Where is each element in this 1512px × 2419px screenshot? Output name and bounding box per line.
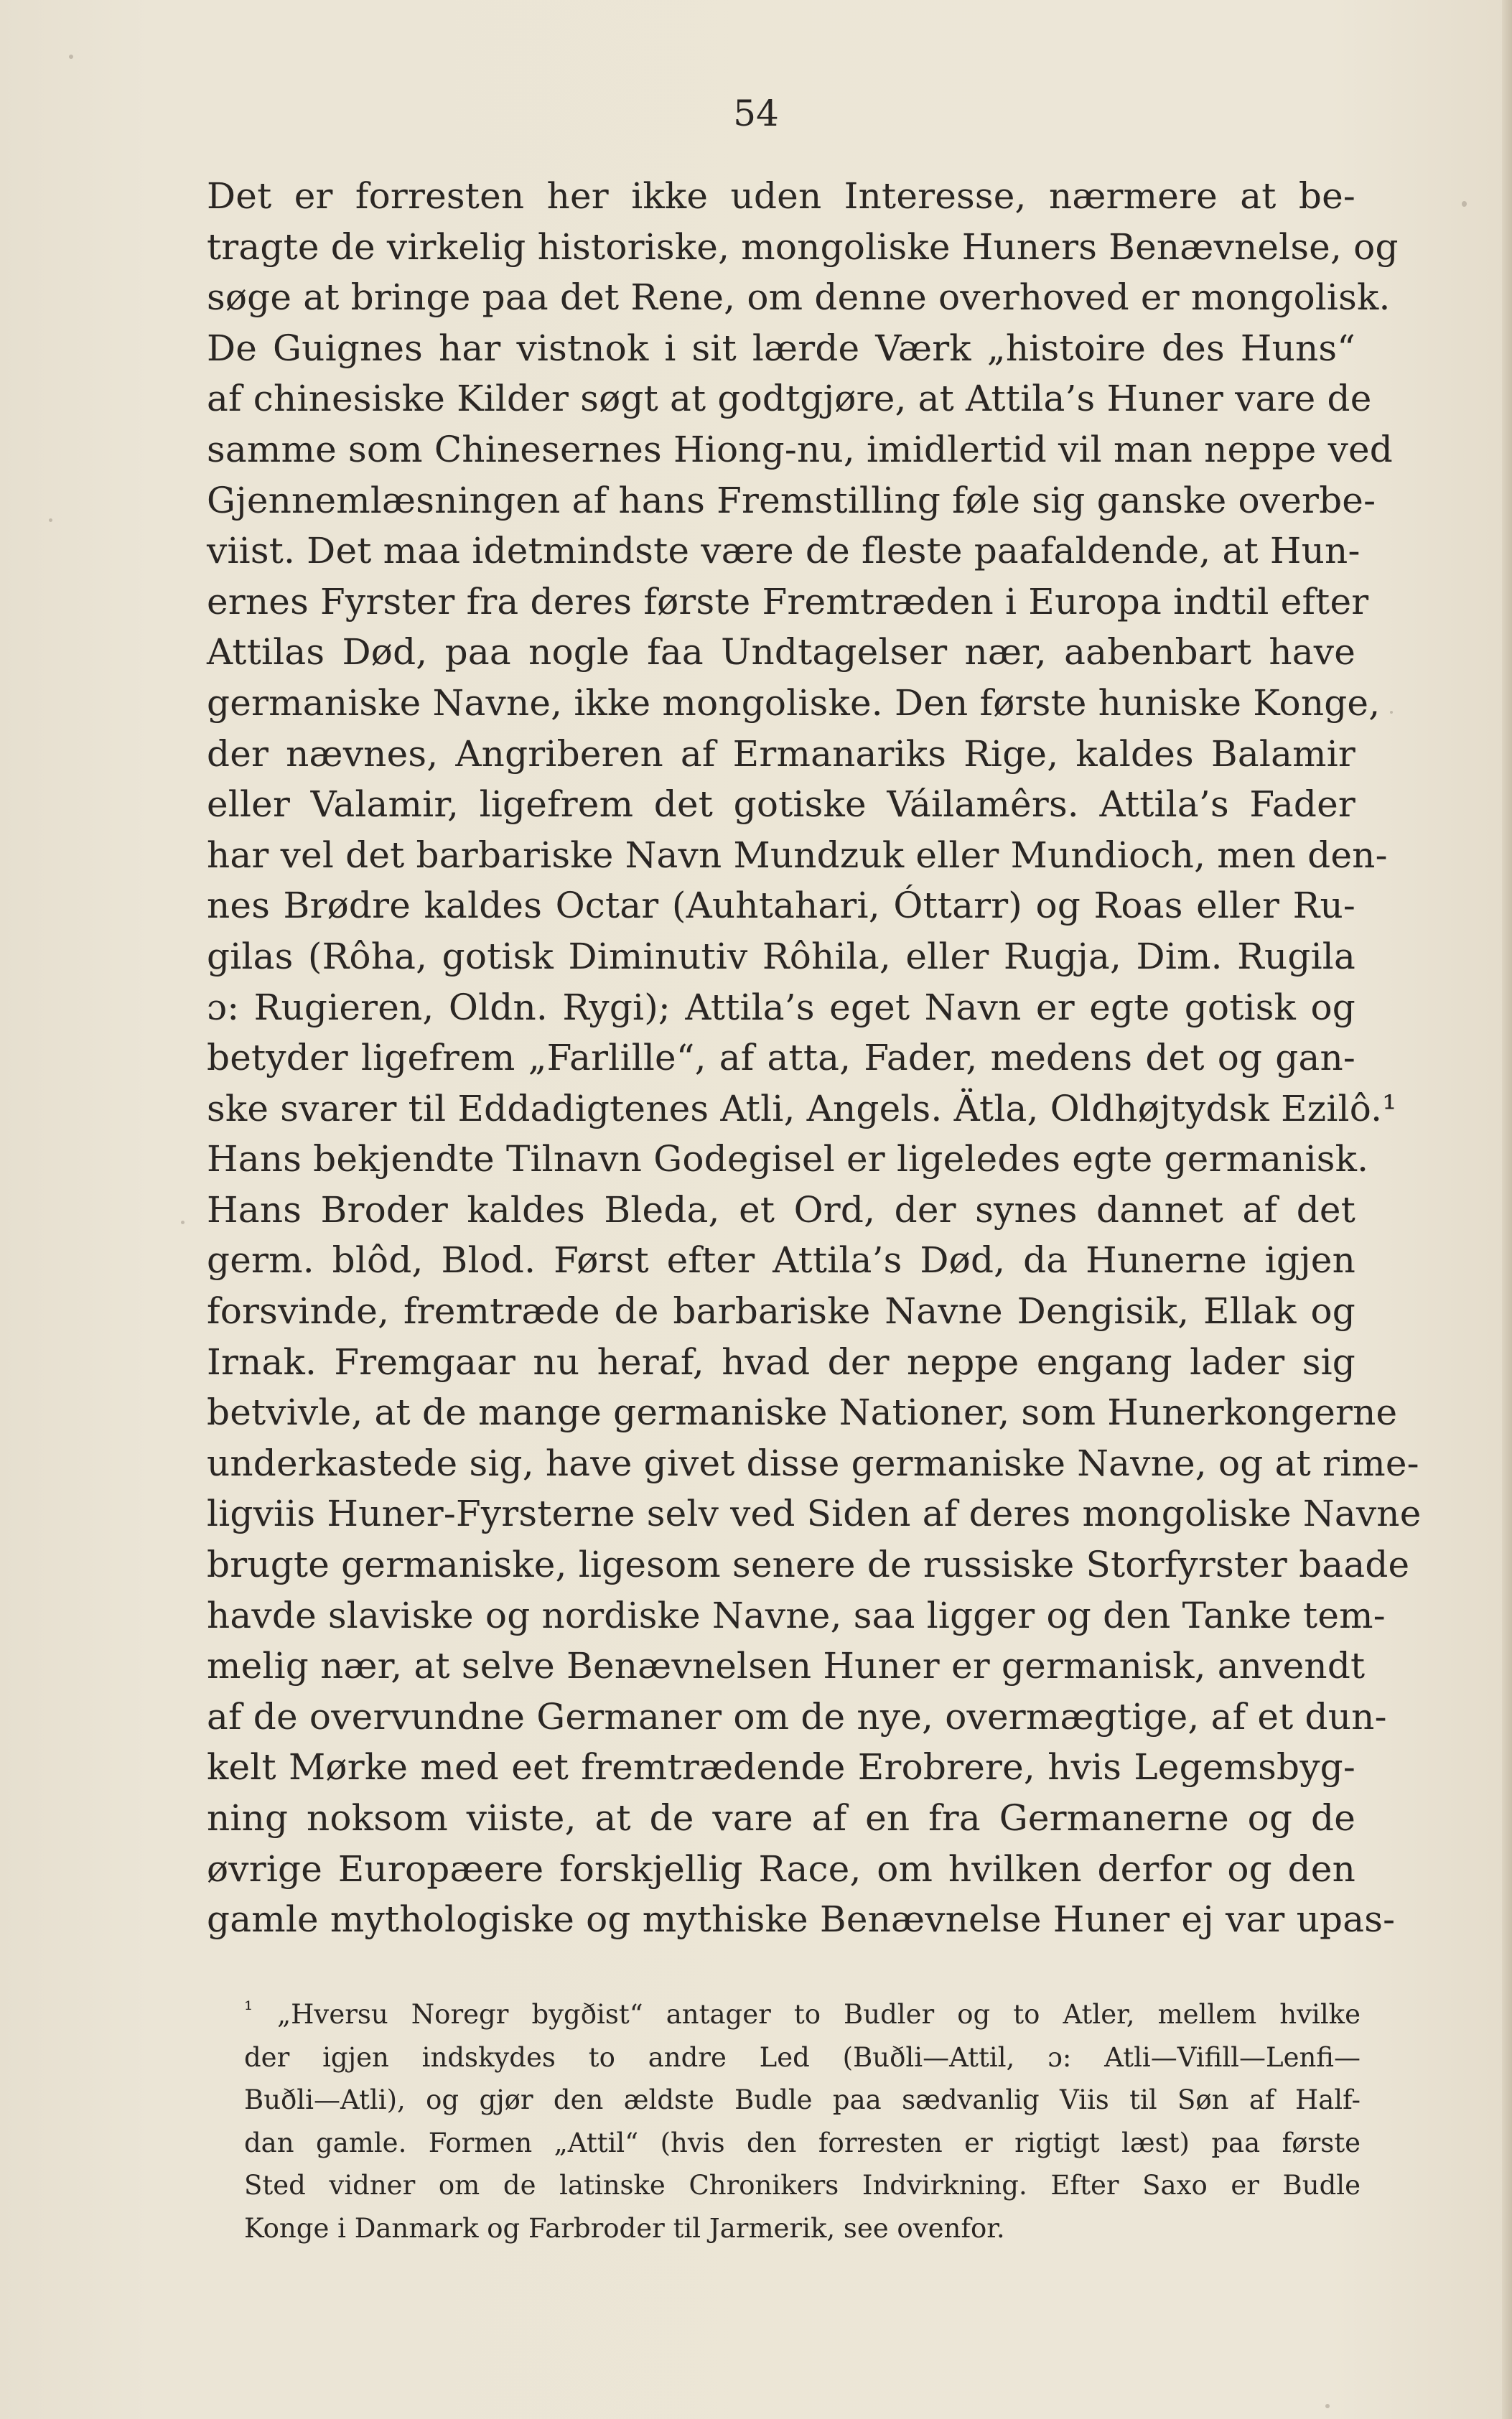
- text-line: viist. Det maa idetmindste være de fleste paafaldende, at Hun-: [207, 530, 1361, 572]
- text-line: Attilas Død, paa nogle faa Undtagelser nær, aabenbart have: [207, 631, 1355, 674]
- footnote-marker: ¹: [244, 1998, 253, 2023]
- paper-speck: [1462, 201, 1467, 207]
- text-line: forsvinde, fremtræde de barbariske Navne Dengisik, Ellak og: [207, 1290, 1355, 1333]
- text-line: ske svarer til Eddadigtenes Atli, Angels. Ätla, Oldhøjtydsk Ezilô.¹: [207, 1087, 1397, 1129]
- footnote-line: der igjen indskydes to andre Led (Buðli—Attil, ɔ: Atli—Vifill—Lenfi—: [244, 2041, 1361, 2073]
- text-line: Hans bekjendte Tilnavn Godegisel er ligeledes egte germanisk.: [207, 1138, 1369, 1180]
- text-line: af de overvundne Germaner om de nye, overmægtige, af et dun-: [207, 1695, 1387, 1738]
- main-text-block: [207, 171, 1422, 1945]
- page-edge-shadow: [1502, 0, 1512, 2419]
- text-line: nes Brødre kaldes Octar (Auhtahari, Óttarr) og Roas eller Ru-: [207, 885, 1355, 927]
- text-line: Irnak. Fremgaar nu heraf, hvad der neppe engang lader sig: [207, 1341, 1355, 1383]
- paper-speck: [69, 55, 73, 59]
- paper-speck: [1325, 2404, 1330, 2408]
- text-line: ɔ: Rugieren, Oldn. Rygi); Attila’s eget Navn er egte gotisk og: [207, 986, 1355, 1028]
- text-line: Hans Broder kaldes Bleda, et Ord, der synes dannet af det: [207, 1188, 1355, 1231]
- text-line: eller Valamir, ligefrem det gotiske Váilamêrs. Attila’s Fader: [207, 783, 1355, 826]
- text-line: brugte germaniske, ligesom senere de russiske Storfyrster baade: [207, 1544, 1410, 1586]
- paper-speck: [181, 1221, 185, 1224]
- footnote-line: Konge i Danmark og Farbroder til Jarmerik, see ovenfor.: [244, 2212, 1005, 2244]
- text-line: der nævnes, Angriberen af Ermanariks Rige, kaldes Balamir: [207, 732, 1355, 775]
- text-line: betyder ligefrem „Farlille“, af atta, Fader, medens det og gan-: [207, 1037, 1355, 1079]
- text-line: germaniske Navne, ikke mongoliske. Den første huniske Konge,: [207, 681, 1381, 724]
- text-line: har vel det barbariske Navn Mundzuk eller Mundioch, men den-: [207, 834, 1388, 876]
- text-line: De Guignes har vistnok i sit lærde Værk „histoire des Huns“: [207, 327, 1355, 369]
- text-line: gamle mythologiske og mythiske Benævnelse Huner ej var upas-: [207, 1898, 1396, 1941]
- text-line: Gjennemlæsningen af hans Fremstilling føle sig ganske overbe-: [207, 479, 1376, 521]
- text-line: søge at bringe paa det Rene, om denne overhoved er mongolisk.: [207, 276, 1391, 319]
- text-line: betvivle, at de mange germaniske Nationer, som Hunerkongerne: [207, 1392, 1398, 1434]
- text-line: Det er forresten her ikke uden Interesse, nærmere at be-: [207, 175, 1355, 217]
- text-line: kelt Mørke med eet fremtrædende Erobrere, hvis Legemsbyg-: [207, 1746, 1355, 1789]
- footnote-line: Buðli—Atli), og gjør den ældste Budle paa sædvanlig Viis til Søn af Half-: [244, 2084, 1361, 2115]
- footnote-line: Sted vidner om de latinske Chronikers Indvirkning. Efter Saxo er Budle: [244, 2170, 1361, 2201]
- text-line: øvrige Europæere forskjellig Race, om hvilken derfor og den: [207, 1847, 1355, 1890]
- paper-speck: [49, 518, 52, 522]
- text-line: melig nær, at selve Benævnelsen Huner er germanisk, anvendt: [207, 1645, 1366, 1687]
- text-line: af chinesiske Kilder søgt at godtgjøre, at Attila’s Huner vare de: [207, 378, 1372, 420]
- footnote-block: [244, 1993, 1361, 2250]
- text-line: underkastede sig, have givet disse germaniske Navne, og at rime-: [207, 1442, 1419, 1484]
- text-line: ernes Fyrster fra deres første Fremtræden i Europa indtil efter: [207, 580, 1369, 623]
- paper-speck: [1390, 711, 1393, 714]
- text-line: samme som Chinesernes Hiong-nu, imidlertid vil man neppe ved: [207, 428, 1394, 470]
- text-line: ning noksom viiste, at de vare af en fra Germanerne og de: [207, 1797, 1355, 1839]
- text-line: havde slaviske og nordiske Navne, saa ligger og den Tanke tem-: [207, 1594, 1386, 1636]
- footnote-line: dan gamle. Formen „Attil“ (hvis den forresten er rigtigt læst) paa første: [244, 2127, 1361, 2158]
- footnote-line: „Hversu Noregr bygðist“ antager to Budler og to Atler, mellem hvilke: [277, 1999, 1361, 2030]
- text-line: ligviis Huner-Fyrsterne selv ved Siden af deres mongoliske Navne: [207, 1493, 1422, 1535]
- page-number: 54: [733, 93, 779, 134]
- text-line: gilas (Rôha, gotisk Diminutiv Rôhila, eller Rugja, Dim. Rugila: [207, 935, 1355, 977]
- text-line: germ. blôd, Blod. Først efter Attila’s Død, da Hunerne igjen: [207, 1239, 1355, 1282]
- text-line: tragte de virkelig historiske, mongoliske Huners Benævnelse, og: [207, 225, 1399, 268]
